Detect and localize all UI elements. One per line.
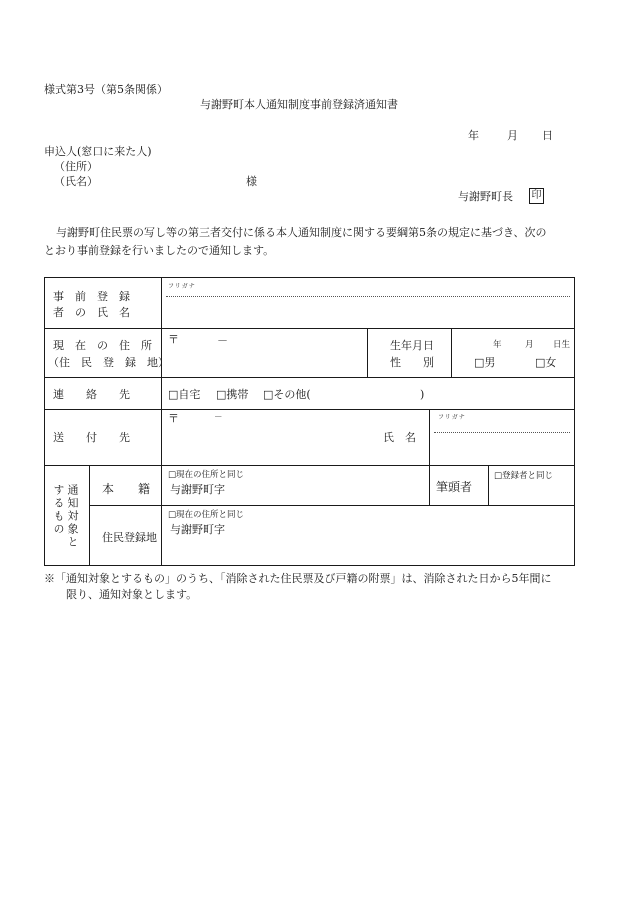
send-furigana-divider <box>434 432 570 433</box>
document-title: 与謝野町本人通知制度事前登録済通知書 <box>200 98 398 111</box>
body-text-line-2: とおり事前登録を行いましたので通知します。 <box>44 244 275 257</box>
footnote-line-1: ※「通知対象とするもの」のうち、「消除された住民票及び戸籍の附票」は、消除された日から5年間に <box>44 572 552 585</box>
birth-month: 月 <box>525 340 534 350</box>
date-month: 月 <box>507 129 518 142</box>
furigana-label: フリガナ <box>168 283 196 290</box>
send-to-label: 送 付 先 <box>53 431 130 444</box>
contact-field[interactable] <box>162 378 575 410</box>
birth-year: 年 <box>493 340 502 350</box>
contact-other-close: ) <box>420 388 425 401</box>
address-label-1: 現 在 の 住 所 <box>53 339 152 352</box>
furigana-divider <box>166 296 570 297</box>
send-furigana-label: フリガナ <box>438 414 466 421</box>
juminchi-label: 住民登録地 <box>102 531 157 544</box>
name-label: （氏名） <box>54 175 98 188</box>
row-contact <box>45 378 575 410</box>
date-day: 日 <box>542 129 553 142</box>
send-postal-dash: － <box>214 413 223 423</box>
send-name-label: 氏 名 <box>383 431 416 444</box>
current-address-field[interactable] <box>162 329 368 378</box>
registrant-label-1: 事 前 登 録 <box>53 290 130 303</box>
send-to-name-field[interactable] <box>430 410 575 466</box>
row-send-to <box>45 410 575 466</box>
form-number: 様式第3号（第5条関係） <box>44 83 168 96</box>
honorific: 様 <box>246 175 257 188</box>
female-checkbox[interactable]: □女 <box>535 356 557 369</box>
row-juminchi <box>45 506 575 566</box>
notification-target-label: 通知対象とするもの <box>52 484 79 549</box>
date-year: 年 <box>468 129 479 142</box>
applicant-label: 申込人(窓口に来た人) <box>44 145 152 158</box>
hitto-label: 筆頭者 <box>436 480 473 494</box>
postal-mark: 〒 <box>168 333 179 346</box>
contact-mobile-checkbox[interactable]: □携帯 <box>216 388 249 401</box>
honseki-town-prefix: 与謝野町字 <box>170 483 225 496</box>
male-checkbox[interactable]: □男 <box>474 356 496 369</box>
birth-day: 日生 <box>553 340 571 350</box>
contact-other-checkbox[interactable]: □その他( <box>263 388 311 401</box>
honseki-label: 本 籍 <box>102 482 151 496</box>
issuer: 与謝野町長 <box>458 190 513 203</box>
postal-dash: － <box>217 334 228 347</box>
birth-sex-field[interactable] <box>452 329 575 378</box>
row-honseki <box>45 466 575 506</box>
hitto-same-checkbox[interactable]: □登録者と同じ <box>494 471 554 481</box>
row-current-address <box>45 329 575 378</box>
juminchi-town-prefix: 与謝野町字 <box>170 523 225 536</box>
hitto-label-cell <box>430 466 489 505</box>
sex-label: 性 別 <box>390 356 434 369</box>
birth-date-label: 生年月日 <box>390 339 434 352</box>
juminchi-same-checkbox[interactable]: □現在の住所と同じ <box>168 510 245 520</box>
row-registrant-name <box>45 278 575 329</box>
send-to-address-field[interactable] <box>162 410 430 466</box>
registrant-name-field[interactable] <box>162 278 575 329</box>
address-label-2: （住 民 登 録 地） <box>48 356 169 369</box>
send-postal-mark: 〒 <box>168 412 179 425</box>
contact-label: 連 絡 先 <box>53 388 130 401</box>
juminchi-field[interactable] <box>162 506 575 566</box>
footnote-line-2: 限り、通知対象とします。 <box>66 588 198 601</box>
registrant-label-2: 者 の 氏 名 <box>53 306 130 319</box>
honseki-field[interactable] <box>162 466 430 506</box>
address-label: （住所） <box>54 160 98 173</box>
contact-home-checkbox[interactable]: □自宅 <box>168 388 201 401</box>
body-text-line-1: 与謝野町住民票の写し等の第三者交付に係る本人通知制度に関する要綱第5条の規定に基づき、次の <box>56 226 547 239</box>
registration-table <box>44 277 575 566</box>
honseki-same-checkbox[interactable]: □現在の住所と同じ <box>168 470 245 480</box>
seal-stamp: 印 <box>529 188 544 204</box>
